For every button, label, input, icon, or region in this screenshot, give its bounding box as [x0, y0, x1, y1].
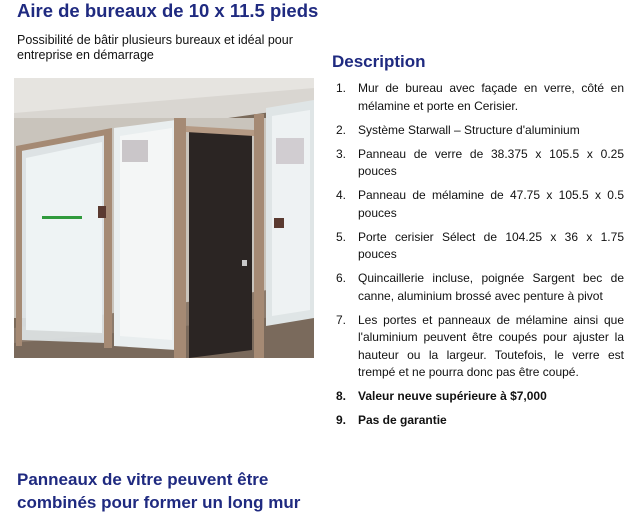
page-subtitle: Possibilité de bâtir plusieurs bureaux et idéal pour entreprise en démarrage: [17, 33, 293, 62]
description-list: [332, 80, 624, 436]
list-item: 1. Mur de bureau avec façade en verre, côté en mélamine et porte en Cerisier.: [336, 81, 624, 113]
list-item: 6. Quincaillerie incluse, poignée Sargent bec de canne, aluminium brossé avec penture à pivot: [336, 271, 624, 303]
photo-caption: Panneaux de vitre peuvent être combinés pour former un long mur: [17, 470, 301, 512]
list-item: 4. Panneau de mélamine de 47.75 x 105.5 x 0.5 pouces: [336, 188, 624, 220]
office-photo: [14, 78, 314, 358]
page-title: Aire de bureaux de 10 x 11.5 pieds: [17, 0, 319, 21]
list-item: 9. Pas de garantie: [336, 413, 447, 427]
list-item: 8. Valeur neuve supérieure à $7,000: [336, 389, 547, 403]
list-item: 5. Porte cerisier Sélect de 104.25 x 36 x 1.75 pouces: [336, 229, 624, 261]
description-heading: Description: [332, 52, 426, 71]
list-item: 3. Panneau de verre de 38.375 x 105.5 x 0.25 pouces: [336, 146, 624, 178]
list-item: 2. Système Starwall – Structure d'aluminium: [336, 122, 580, 137]
list-item: 7. Les portes et panneaux de mélamine ainsi que l'aluminium peuvent être coupés pour ajuster la hauteur ou la largeur. Toutefois, le verre est trempé et ne pourra donc pas être coupé.: [336, 312, 624, 379]
